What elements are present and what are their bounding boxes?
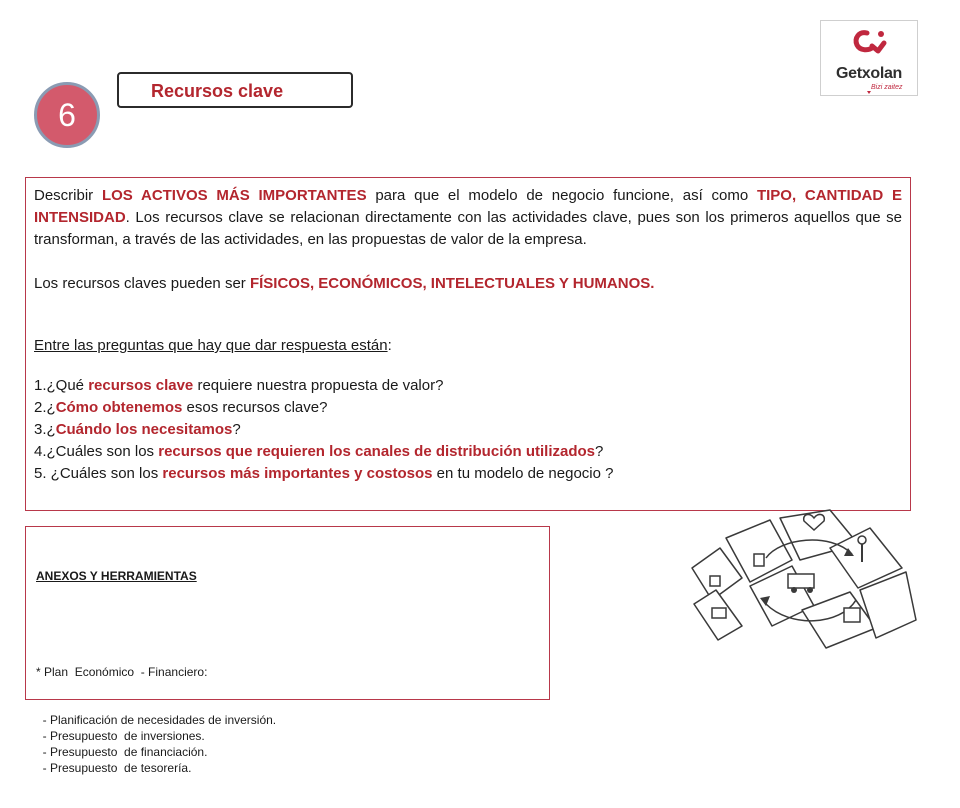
question-item	[34, 375, 902, 397]
section-title-box	[117, 72, 353, 108]
question-item	[34, 463, 902, 485]
question-item	[34, 441, 902, 463]
question-text: en tu modelo de negocio ?	[432, 465, 614, 482]
question-text: 3.¿	[34, 421, 56, 438]
intro-text: Describir	[34, 187, 102, 204]
question-text: 5. ¿Cuáles son los	[34, 465, 163, 482]
question-text: ?	[595, 443, 604, 460]
business-canvas-illustration	[680, 508, 920, 658]
description-box	[25, 177, 911, 511]
intro-paragraph	[34, 185, 902, 251]
annex-list-item: - Presupuesto de financiación.	[36, 745, 208, 759]
question-highlight: recursos que requieren los canales de distribución utilizados	[158, 443, 596, 460]
logo-name: Getxolan	[835, 65, 903, 82]
question-item	[34, 419, 902, 441]
question-highlight: recursos más importantes y costosos	[162, 465, 433, 482]
question-text: esos recursos clave?	[182, 399, 328, 416]
section-title: Recursos clave	[151, 81, 284, 101]
types-prefix: Los recursos claves pueden ser	[34, 275, 250, 292]
question-highlight: Cómo obtenemos	[55, 399, 183, 416]
intro-text: para que el modelo de negocio funcione, así como	[366, 187, 757, 204]
questions-intro	[34, 335, 902, 357]
section-number-badge: 6	[34, 82, 100, 148]
annex-items	[36, 712, 276, 776]
annex-list-item: - Presupuesto de tesorería.	[36, 761, 192, 775]
question-text: requiere nuestra propuesta de valor?	[193, 377, 444, 394]
questions-list	[34, 375, 902, 485]
annex-box	[25, 526, 550, 775]
intro-text: . Los recursos clave se relacionan directamente con las actividades clave, pues son los primeros aquellos que se transforman, a través de las actividades, en las propuestas de valor de la empresa.	[34, 209, 902, 248]
question-text: ?	[232, 421, 241, 438]
question-text: 2.¿	[34, 399, 56, 416]
logo-tagline: Bizi zaitez	[871, 84, 903, 91]
annex-heading: * Plan Económico - Financiero:	[36, 665, 208, 679]
annex-list-item: - Presupuesto de inversiones.	[36, 729, 205, 743]
resource-types-paragraph	[34, 273, 902, 295]
annex-title: ANEXOS Y HERRAMIENTAS	[36, 569, 197, 583]
question-item	[34, 397, 902, 419]
intro-highlight: LOS ACTIVOS MÁS IMPORTANTES	[101, 187, 367, 204]
question-text: 1.¿Qué	[34, 377, 89, 394]
types-highlight: FÍSICOS, ECONÓMICOS, INTELECTUALES Y HUMANOS.	[249, 275, 655, 292]
intro-highlight: TIPO, CANTIDAD E INTENSIDAD	[34, 187, 902, 226]
getxolan-logo	[820, 20, 918, 96]
questions-intro-text: Entre las preguntas que hay que dar respuesta están	[34, 337, 388, 354]
question-highlight: Cuándo los necesitamos	[55, 421, 233, 438]
questions-intro-colon: :	[387, 337, 392, 354]
annex-list-item: - Planificación de necesidades de inversión.	[36, 713, 277, 727]
question-text: 4.¿Cuáles son los	[34, 443, 159, 460]
question-highlight: recursos clave	[88, 377, 194, 394]
